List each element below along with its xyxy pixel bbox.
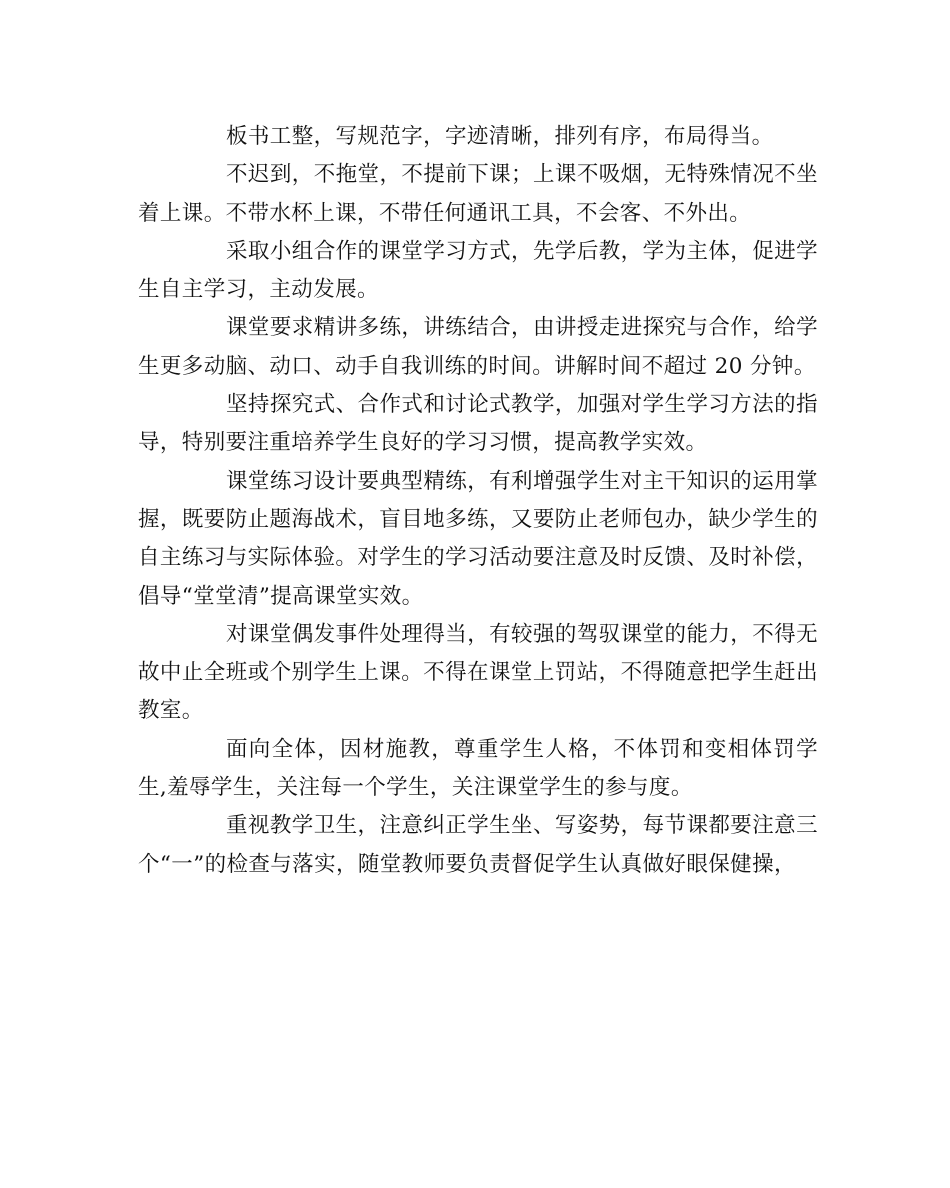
document-body [138, 118, 818, 884]
paragraph: 不迟到，不拖堂，不提前下课；上课不吸烟，无特殊情况不坐着上课。不带水杯上课，不带任何通讯工具，不会客、不外出。 [138, 162, 818, 226]
paragraph: 对课堂偶发事件处理得当，有较强的驾驭课堂的能力，不得无故中止全班或个别学生上课。不得在课堂上罚站，不得随意把学生赶出教室。 [138, 621, 818, 724]
paragraph: 面向全体，因材施教，尊重学生人格，不体罚和变相体罚学生,羞辱学生，关注每一个学生，关注课堂学生的参与度。 [138, 736, 818, 801]
paragraph: 课堂练习设计要典型精练，有利增强学生对主干知识的运用掌握，既要防止题海战术，盲目地多练，又要防止老师包办，缺少学生的自主练习与实际体验。对学生的学习活动要注意及时反馈、及时补偿，倡导“堂堂清”提高课堂实效。 [138, 468, 818, 609]
paragraph: 采取小组合作的课堂学习方式，先学后教，学为主体，促进学生自主学习，主动发展。 [138, 238, 818, 303]
paragraph: 坚持探究式、合作式和讨论式教学，加强对学生学习方法的指导，特别要注重培养学生良好的学习习惯，提高教学实效。 [138, 392, 818, 456]
paragraph: 课堂要求精讲多练，讲练结合，由讲授走进探究与合作，给学生更多动脑、动口、动手自我训练的时间。讲解时间不超过 20 分钟。 [138, 315, 818, 379]
paragraph: 重视教学卫生，注意纠正学生坐、写姿势，每节课都要注意三个“一”的检查与落实，随堂教师要负责督促学生认真做好眼保健操， [138, 813, 818, 877]
paragraph: 板书工整，写规范字，字迹清晰，排列有序，布局得当。 [226, 124, 774, 149]
